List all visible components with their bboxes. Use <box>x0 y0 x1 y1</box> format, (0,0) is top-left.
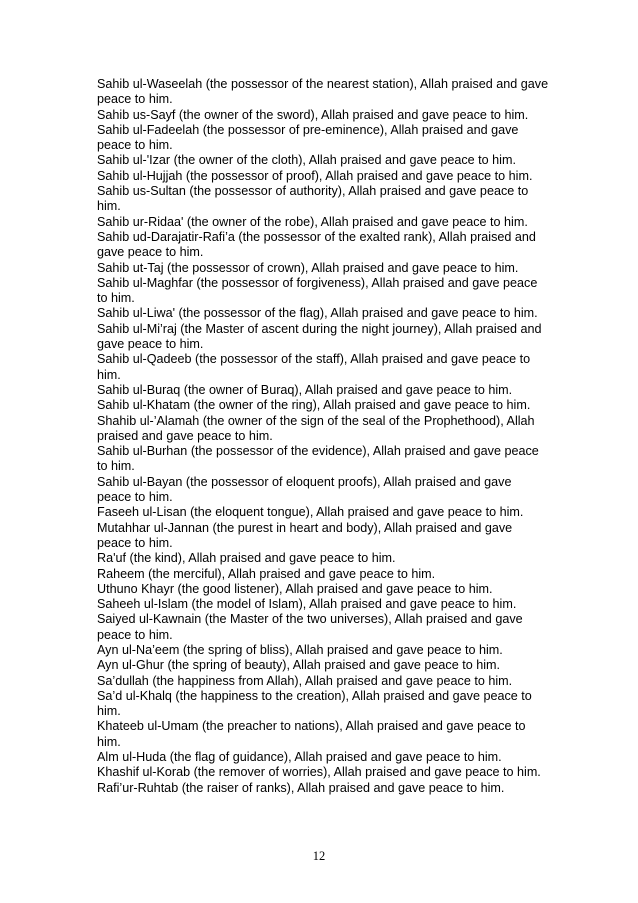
list-item: Sahib ul-Waseelah (the possessor of the nearest station), Allah praised and gave peace to him. <box>97 77 549 107</box>
list-item: Sa’dullah (the happiness from Allah), Allah praised and gave peace to him. <box>97 673 513 688</box>
list-item: Saiyed ul-Kawnain (the Master of the two universes), Allah praised and gave peace to him. <box>97 612 523 642</box>
list-item: Sahib ul-'Izar (the owner of the cloth), Allah praised and gave peace to him. <box>97 153 516 168</box>
list-item: Sahib ul-Maghfar (the possessor of forgiveness), Allah praised and gave peace to him. <box>97 275 538 306</box>
list-item: Khashif ul-Korab (the remover of worries), Allah praised and gave peace to him. <box>97 765 541 780</box>
list-item: Saheeh ul-Islam (the model of Islam), Allah praised and gave peace to him. <box>97 597 517 612</box>
list-item: Shahib ul-’Alamah (the owner of the sign of the seal of the Prophethood), Allah praised and gave peace to him. <box>97 413 535 443</box>
list-item: Faseeh ul-Lisan (the eloquent tongue), Allah praised and gave peace to him. <box>97 505 524 520</box>
list-item: Sahib ud-Darajatir-Rafi’a (the possessor of the exalted rank), Allah praised and gave peace to him. <box>97 229 536 260</box>
list-item: Mutahhar ul-Jannan (the purest in heart and body), Allah praised and gave peace to him. <box>97 520 513 550</box>
list-item: Sahib ul-Buraq (the owner of Buraq), Allah praised and gave peace to him. <box>97 382 513 397</box>
list-item: Sahib ul-Khatam (the owner of the ring), Allah praised and gave peace to him. <box>97 398 531 413</box>
list-item: Sahib ut-Taj (the possessor of crown), Allah praised and gave peace to him. <box>97 260 519 275</box>
list-item: Ra'uf (the kind), Allah praised and gave peace to him. <box>97 551 396 566</box>
list-item: Uthuno Khayr (the good listener), Allah praised and gave peace to him. <box>97 581 493 596</box>
list-item: Sahib us-Sayf (the owner of the sword), Allah praised and gave peace to him. <box>97 107 529 122</box>
list-item: Sahib ur-Ridaa' (the owner of the robe), Allah praised and gave peace to him. <box>97 214 528 229</box>
list-item: Sahib ul-Mi’raj (the Master of ascent during the night journey), Allah praised and gave peace to him. <box>97 321 542 352</box>
list-item: Sahib ul-Bayan (the possessor of eloquent proofs), Allah praised and gave peace to him. <box>97 474 512 505</box>
list-item: Raheem (the merciful), Allah praised and gave peace to him. <box>97 566 436 581</box>
list-item: Alm ul-Huda (the flag of guidance), Allah praised and gave peace to him. <box>97 750 502 765</box>
list-item: Sahib ul-Fadeelah (the possessor of pre-eminence), Allah praised and gave peace to him. <box>97 122 519 153</box>
list-item: Khateeb ul-Umam (the preacher to nations), Allah praised and gave peace to him. <box>97 719 526 749</box>
list-item: Ayn ul-Ghur (the spring of beauty), Allah praised and gave peace to him. <box>97 658 501 673</box>
list-item: Sahib ul-Qadeeb (the possessor of the staff), Allah praised and gave peace to him. <box>97 352 531 382</box>
list-item: Sahib ul-Burhan (the possessor of the evidence), Allah praised and gave peace to him. <box>97 444 539 474</box>
list-item: Sahib ul-Liwa' (the possessor of the flag), Allah praised and gave peace to him. <box>97 306 538 321</box>
body-text <box>97 77 549 796</box>
page-number: 12 <box>312 849 326 863</box>
list-item: Sa’d ul-Khalq (the happiness to the creation), Allah praised and gave peace to him. <box>97 688 532 719</box>
list-item: Sahib us-Sultan (the possessor of authority), Allah praised and gave peace to him. <box>97 184 529 214</box>
list-item: Ayn ul-Na’eem (the spring of bliss), Allah praised and gave peace to him. <box>97 642 503 657</box>
list-item: Rafi’ur-Ruhtab (the raiser of ranks), Allah praised and gave peace to him. <box>97 780 505 795</box>
list-item: Sahib ul-Hujjah (the possessor of proof), Allah praised and gave peace to him. <box>97 168 533 183</box>
